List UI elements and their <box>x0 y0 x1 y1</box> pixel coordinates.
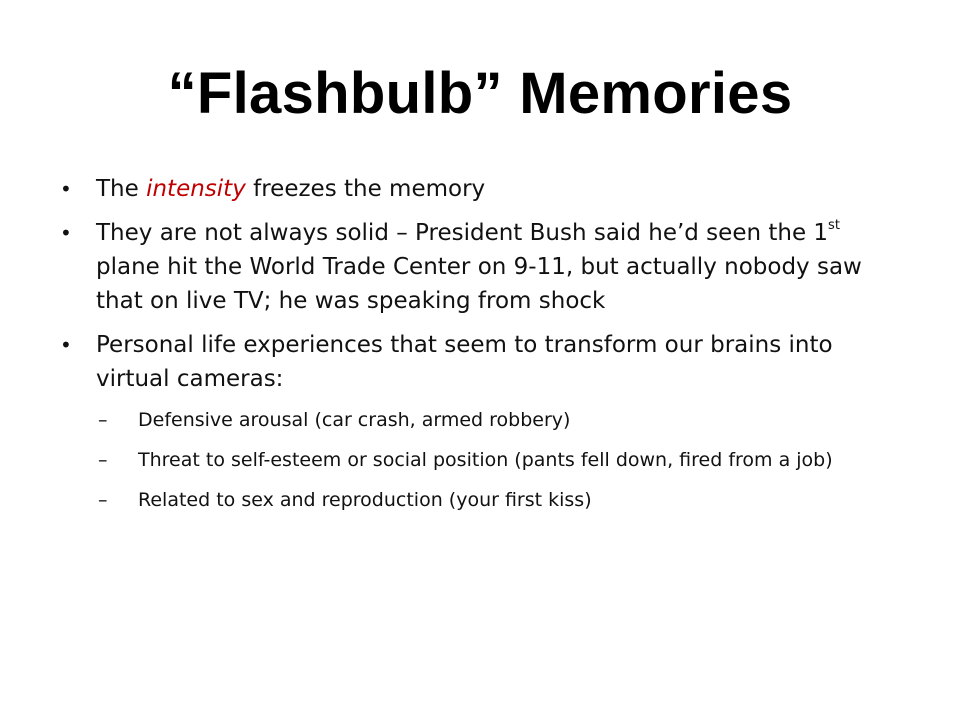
dash-icon: – <box>98 489 108 511</box>
bullet-icon: • <box>60 177 72 201</box>
dash-icon: – <box>98 409 108 431</box>
bullet-text-before: They are not always solid – President Bush said he’d seen the 1 <box>96 220 829 246</box>
dash-icon: – <box>98 449 108 471</box>
subbullet-text: Related to sex and reproduction (your first kiss) <box>138 489 592 511</box>
bullet-icon: • <box>60 221 72 245</box>
slide-title: “Flashbulb” Memories <box>167 61 793 126</box>
bullet-text-after: plane hit the World Trade Center on 9-11, but actually nobody saw that on live TV; he was speaking from shock <box>96 254 862 314</box>
bullet-icon: • <box>60 333 72 357</box>
subbullet-item-threat-self-esteem <box>58 446 898 474</box>
subbullet-item-sex-reproduction <box>58 486 898 514</box>
bullet-item-intensity <box>58 172 898 206</box>
bullet-text: Personal life experiences that seem to transform our brains into virtual cameras: <box>96 332 833 392</box>
bullet-text-after: freezes the memory <box>245 176 486 202</box>
bullet-accent-word: intensity <box>146 176 246 202</box>
subbullet-item-defensive-arousal <box>58 406 898 434</box>
bullet-text-before: The <box>96 176 147 202</box>
ordinal-superscript: st <box>828 218 840 234</box>
subbullet-text: Defensive arousal (car crash, armed robbery) <box>138 409 571 431</box>
slide-body <box>58 172 898 526</box>
bullet-item-personal-experiences <box>58 328 898 396</box>
bullet-item-not-solid <box>58 216 898 318</box>
subbullet-text: Threat to self-esteem or social position (pants fell down, fired from a job) <box>138 449 833 471</box>
